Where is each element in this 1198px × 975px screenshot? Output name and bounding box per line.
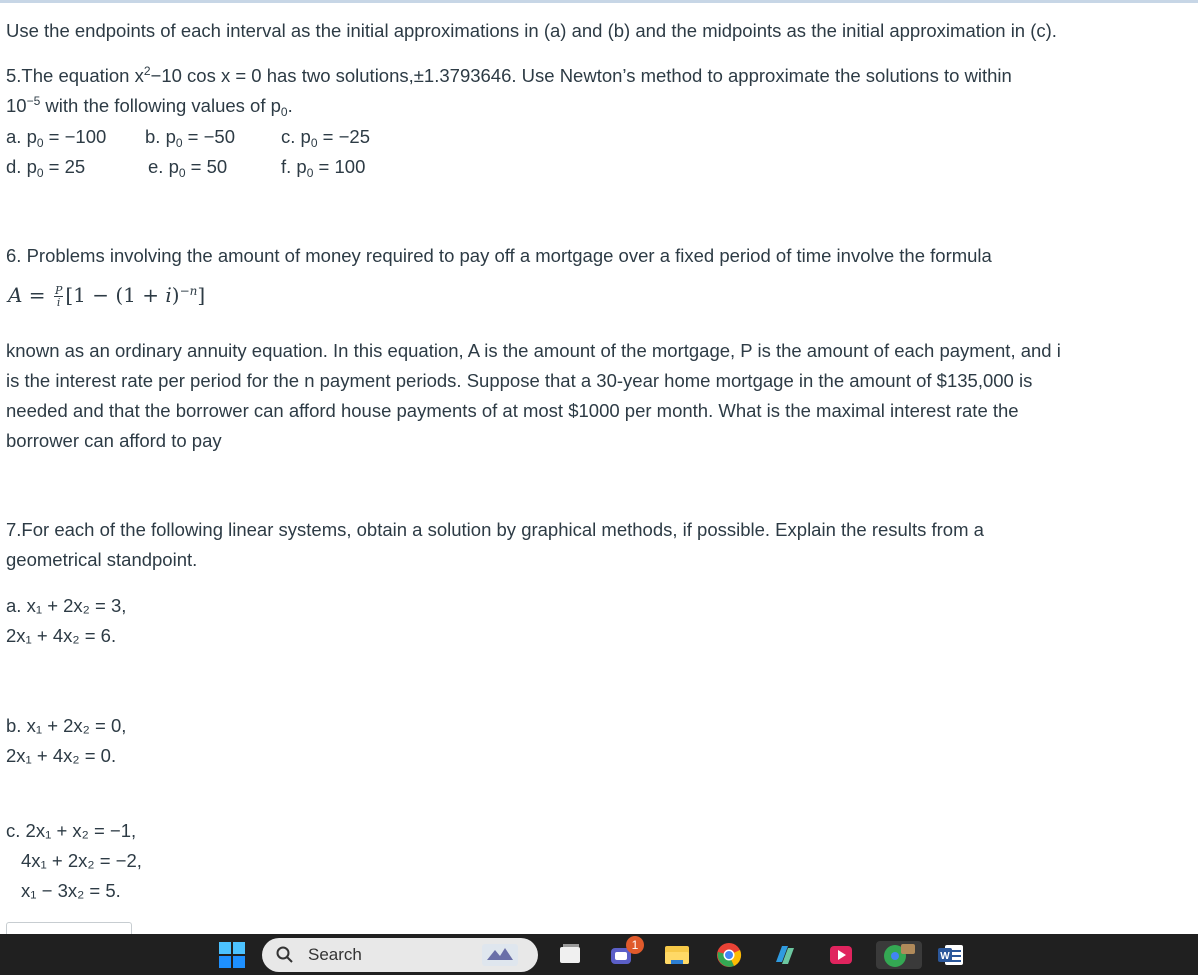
problem6-intro: 6. Problems involving the amount of money required to pay off a mortgage over a fixed period of time involve the formula (6, 245, 992, 266)
annuity-formula (8, 283, 205, 323)
task-view-icon[interactable] (556, 941, 584, 969)
formula-fraction (54, 285, 63, 308)
chrome-icon[interactable] (714, 941, 744, 969)
instructions-text: Use the endpoints of each interval as the initial approximations in (a) and (b) and the midpoints as the initial approximation in (c). (6, 20, 1057, 41)
formula-eq: = (22, 283, 52, 307)
option-b: b. $p_0 = -50$ (145, 126, 236, 150)
file-explorer-icon[interactable] (662, 941, 692, 969)
formula-body: ) (171, 283, 180, 307)
option-d: d. $p_0 = 25$ (6, 156, 86, 180)
option-a: a. $p_0 = -100$ (6, 126, 107, 150)
copilot-icon[interactable] (770, 941, 800, 969)
p5-text: −10 cos x = 0 has two solutions,±1.3793646. Use Newton’s method to approximate the solutions to within (150, 65, 1012, 86)
chrome-profile-icon[interactable] (876, 941, 922, 969)
problem6-line1: known as an ordinary annuity equation. In this equation, A is the amount of the mortgage, P is the amount of each payment, and i (6, 340, 1061, 361)
search-label: Search (308, 945, 362, 964)
formula-body: ] (197, 283, 206, 307)
system-c-eq2: 4x₁ + 2x₂ = −2, (21, 850, 142, 871)
option-f: f. $p_0 = 100$ (281, 156, 366, 180)
p5-text: . (287, 95, 293, 116)
notification-badge: 1 (626, 936, 644, 954)
media-play-icon[interactable] (826, 941, 856, 969)
p5-sub: 0 (280, 105, 288, 119)
problem5-line1 (6, 61, 1012, 91)
problem6-line3: needed and that the borrower can afford house payments of at most $1000 per month. What is the maximal interest rate the (6, 400, 1019, 421)
formula-lhs: A (8, 283, 23, 307)
formula-body: [1 − (1 + (65, 283, 166, 307)
problem6-line2: is the interest rate per period for the n payment periods. Suppose that a 30-year home mortgage in the amount of $135,000 is (6, 370, 1033, 391)
formula-exponent: −n (179, 284, 198, 298)
option-c: c. $p_0 = -25$ (281, 126, 370, 150)
p5-sup: 2 (143, 64, 151, 78)
word-icon[interactable] (936, 941, 966, 969)
search-highlight-icon[interactable] (480, 941, 520, 969)
option-e: e. $p_0 = 50$ (148, 156, 228, 180)
fraction-denominator: i (56, 296, 61, 309)
search-icon (276, 946, 294, 964)
fraction-numerator: P (54, 284, 63, 297)
formula-var: i (165, 283, 172, 307)
system-b-eq1: b. x₁ + 2x₂ = 0, (6, 715, 127, 736)
windows-start-icon[interactable] (218, 941, 246, 969)
system-a-eq1: a. x₁ + 2x₂ = 3, (6, 595, 127, 616)
system-c-eq1: c. 2x₁ + x₂ = −1, (6, 820, 137, 841)
p5-text: with the following values of p (40, 95, 281, 116)
system-a-eq2: 2x₁ + 4x₂ = 6. (6, 625, 117, 646)
taskbar (0, 934, 1198, 975)
p5-text: 10 (6, 95, 27, 116)
problem7-line1: 7.For each of the following linear systems, obtain a solution by graphical methods, if possible. Explain the results from a (6, 519, 984, 540)
top-border (0, 0, 1198, 3)
problem6-line4: borrower can afford to pay (6, 430, 222, 451)
problem7-line2: geometrical standpoint. (6, 549, 198, 570)
p5-sup: −5 (26, 94, 41, 108)
system-b-eq2: 2x₁ + 4x₂ = 0. (6, 745, 117, 766)
problem5-line2 (6, 91, 293, 121)
p5-text: 5.The equation x (6, 65, 144, 86)
word-label: W (940, 951, 950, 962)
system-c-eq3: x₁ − 3x₂ = 5. (21, 880, 121, 901)
